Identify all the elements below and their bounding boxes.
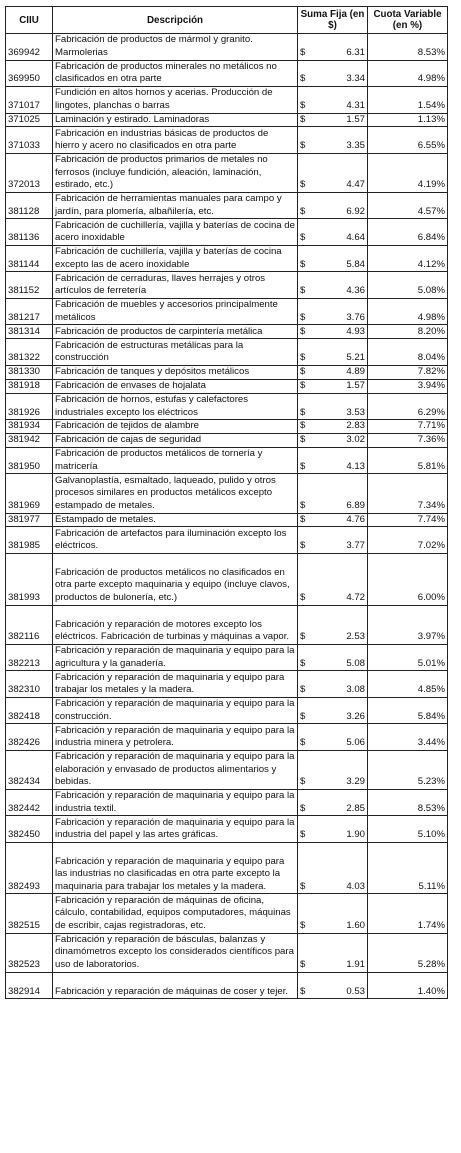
cell-cuota-variable: 8.53% [368,789,448,816]
cell-ciiu: 381926 [6,393,53,420]
cell-cuota-variable: 4.85% [368,671,448,698]
cell-ciiu: 381950 [6,447,53,474]
table-row [6,325,448,339]
cell-descripcion: Fabricación y reparación de maquinaria y equipo para trabajar los metales y la madera. [53,671,298,698]
cell-suma-fija [298,894,368,933]
suma-fija-value: 4.31 [346,99,365,111]
suma-fija-value: 3.53 [346,406,365,418]
table-row [6,842,448,894]
table-row [6,153,448,192]
header-descripcion: Descripción [53,7,298,34]
table-row [6,724,448,751]
cell-suma-fija [298,153,368,192]
suma-fija-value: 4.13 [346,460,365,472]
cell-ciiu: 382213 [6,644,53,671]
cell-descripcion: Fabricación de productos metálicos no clasificados en otra parte excepto maquinaria y equipo (incluye clavos, productos de bulonería, etc.) [53,553,298,605]
cell-cuota-variable: 8.53% [368,34,448,61]
cell-descripcion: Fabricación de cajas de seguridad [53,434,298,448]
suma-fija-value: 4.47 [346,179,365,191]
cell-ciiu: 381969 [6,474,53,513]
suma-fija-value: 4.36 [346,285,365,297]
cell-suma-fija [298,789,368,816]
table-row [6,339,448,366]
cell-cuota-variable: 4.19% [368,153,448,192]
cell-descripcion: Fabricación en industrias básicas de productos de hierro y acero no clasificados en otra parte [53,127,298,154]
table-row [6,60,448,87]
cell-ciiu: 382914 [6,972,53,999]
currency-symbol: $ [300,592,306,604]
cell-descripcion: Fabricación de productos metálicos de tornería y matricería [53,447,298,474]
cell-cuota-variable: 7.71% [368,420,448,434]
cell-descripcion: Fabricación y reparación de maquinaria y equipo para la agricultura y la ganadería. [53,644,298,671]
cell-cuota-variable: 4.98% [368,298,448,325]
cell-cuota-variable: 3.94% [368,379,448,393]
cell-descripcion: Fabricación de muebles y accesorios principalmente metálicos [53,298,298,325]
currency-symbol: $ [300,113,306,125]
table-row [6,933,448,972]
cell-descripcion: Fabricación de envases de hojalata [53,379,298,393]
cell-descripcion: Fabricación de hornos, estufas y calefactores industriales excepto los eléctricos [53,393,298,420]
cell-suma-fija [298,447,368,474]
table-row [6,365,448,379]
cell-descripcion: Fabricación y reparación de básculas, balanzas y dinamómetros excepto los considerados científicos para uso de laboratorios. [53,933,298,972]
cell-suma-fija [298,474,368,513]
cell-cuota-variable: 1.40% [368,972,448,999]
suma-fija-value: 5.08 [346,657,365,669]
currency-symbol: $ [300,684,306,696]
cell-descripcion: Fabricación y reparación de maquinaria y equipo para la industria minera y petrolera. [53,724,298,751]
suma-fija-value: 3.34 [346,73,365,85]
cell-suma-fija [298,325,368,339]
currency-symbol: $ [300,232,306,244]
cell-descripcion: Fabricación de cerraduras, llaves herrajes y otros artículos de ferretería [53,272,298,299]
cell-suma-fija [298,933,368,972]
suma-fija-value: 4.76 [346,513,365,525]
cell-ciiu: 372013 [6,153,53,192]
cell-suma-fija [298,527,368,554]
suma-fija-value: 1.57 [346,380,365,392]
cell-descripcion: Fabricación y reparación de máquinas de oficina, cálculo, contabilidad, equipos computadores, máquinas de escribir, cajas registradoras, etc. [53,894,298,933]
suma-fija-value: 6.31 [346,46,365,58]
cell-descripcion: Fabricación de artefactos para iluminación excepto los eléctricos. [53,527,298,554]
cell-ciiu: 371025 [6,113,53,127]
cell-suma-fija [298,393,368,420]
cell-suma-fija [298,60,368,87]
cell-cuota-variable: 6.84% [368,219,448,246]
cell-suma-fija [298,972,368,999]
suma-fija-value: 3.26 [346,710,365,722]
table-row [6,127,448,154]
cell-descripcion: Fundición en altos hornos y acerias. Producción de lingotes, planchas o barras [53,87,298,114]
table-row [6,245,448,272]
cell-cuota-variable: 3.97% [368,605,448,644]
cell-cuota-variable: 5.01% [368,644,448,671]
cell-cuota-variable: 7.82% [368,365,448,379]
suma-fija-value: 5.21 [346,352,365,364]
table-row [6,298,448,325]
currency-symbol: $ [300,985,306,997]
cell-ciiu: 382442 [6,789,53,816]
cell-cuota-variable: 4.12% [368,245,448,272]
currency-symbol: $ [300,499,306,511]
suma-fija-value: 0.53 [346,985,365,997]
cell-cuota-variable: 6.29% [368,393,448,420]
currency-symbol: $ [300,285,306,297]
currency-symbol: $ [300,46,306,58]
cell-cuota-variable: 6.00% [368,553,448,605]
currency-symbol: $ [300,99,306,111]
cell-ciiu: 381993 [6,553,53,605]
currency-symbol: $ [300,352,306,364]
cell-descripcion: Fabricación de productos primarios de metales no ferrosos (incluye fundición, aleación, laminación, estirado, etc.) [53,153,298,192]
currency-symbol: $ [300,406,306,418]
currency-symbol: $ [300,205,306,217]
table-row [6,272,448,299]
cell-suma-fija [298,192,368,219]
table-row [6,553,448,605]
cell-ciiu: 369950 [6,60,53,87]
tariff-table [5,6,448,999]
cell-ciiu: 381144 [6,245,53,272]
cell-descripcion: Estampado de metales. [53,513,298,527]
cell-ciiu: 381152 [6,272,53,299]
table-row [6,34,448,61]
currency-symbol: $ [300,420,306,432]
cell-ciiu: 382523 [6,933,53,972]
cell-descripcion: Fabricación de cuchillería, vajilla y baterías de cocina excepto las de acero inoxidable [53,245,298,272]
suma-fija-value: 4.64 [346,232,365,244]
cell-suma-fija [298,605,368,644]
cell-suma-fija [298,113,368,127]
cell-ciiu: 381136 [6,219,53,246]
suma-fija-value: 1.57 [346,113,365,125]
cell-cuota-variable: 1.13% [368,113,448,127]
header-suma-fija: Suma Fija (en $) [298,7,368,34]
suma-fija-value: 4.03 [346,880,365,892]
currency-symbol: $ [300,73,306,85]
currency-symbol: $ [300,366,306,378]
cell-suma-fija [298,816,368,843]
cell-descripcion: Laminación y estirado. Laminadoras [53,113,298,127]
cell-suma-fija [298,379,368,393]
cell-suma-fija [298,272,368,299]
table-row [6,697,448,724]
suma-fija-value: 3.77 [346,540,365,552]
currency-symbol: $ [300,380,306,392]
cell-cuota-variable: 4.98% [368,60,448,87]
table-row [6,789,448,816]
cell-ciiu: 381934 [6,420,53,434]
cell-suma-fija [298,298,368,325]
cell-ciiu: 371033 [6,127,53,154]
cell-ciiu: 382493 [6,842,53,894]
table-row [6,219,448,246]
suma-fija-value: 2.53 [346,631,365,643]
suma-fija-value: 1.90 [346,829,365,841]
cell-descripcion: Fabricación y reparación de maquinaria y equipo para las industrias no clasificadas en otra parte excepto la maquinaria para trabajar los metales y la madera. [53,842,298,894]
cell-ciiu: 382310 [6,671,53,698]
cell-ciiu: 382515 [6,894,53,933]
cell-cuota-variable: 5.28% [368,933,448,972]
currency-symbol: $ [300,325,306,337]
table-row [6,420,448,434]
cell-suma-fija [298,750,368,789]
cell-ciiu: 381314 [6,325,53,339]
currency-symbol: $ [300,737,306,749]
cell-suma-fija [298,513,368,527]
cell-ciiu: 381985 [6,527,53,554]
table-row [6,644,448,671]
cell-suma-fija [298,553,368,605]
table-row [6,671,448,698]
suma-fija-value: 3.08 [346,684,365,696]
suma-fija-value: 5.06 [346,737,365,749]
cell-suma-fija [298,842,368,894]
cell-descripcion: Fabricación de productos de mármol y granito. Marmolerias [53,34,298,61]
header-cuota-variable: Cuota Variable (en %) [368,7,448,34]
cell-cuota-variable: 5.10% [368,816,448,843]
cell-cuota-variable: 5.11% [368,842,448,894]
cell-cuota-variable: 1.74% [368,894,448,933]
cell-descripcion: Fabricación y reparación de maquinaria y equipo para la industria del papel y las artes gráficas. [53,816,298,843]
suma-fija-value: 4.72 [346,592,365,604]
suma-fija-value: 6.92 [346,205,365,217]
cell-suma-fija [298,34,368,61]
table-row [6,513,448,527]
currency-symbol: $ [300,880,306,892]
cell-ciiu: 381918 [6,379,53,393]
table-row [6,393,448,420]
table-row [6,894,448,933]
cell-cuota-variable: 1.54% [368,87,448,114]
header-row [6,7,448,34]
cell-descripcion: Fabricación y reparación de maquinaria y equipo para la industria textil. [53,789,298,816]
currency-symbol: $ [300,959,306,971]
cell-suma-fija [298,127,368,154]
currency-symbol: $ [300,460,306,472]
suma-fija-value: 5.84 [346,258,365,270]
cell-cuota-variable: 5.84% [368,697,448,724]
cell-ciiu: 382426 [6,724,53,751]
cell-descripcion: Fabricación de productos de carpintería metálica [53,325,298,339]
table-row [6,379,448,393]
currency-symbol: $ [300,802,306,814]
cell-descripcion: Fabricación de estructuras metálicas para la construcción [53,339,298,366]
suma-fija-value: 4.89 [346,366,365,378]
cell-ciiu: 381330 [6,365,53,379]
cell-cuota-variable: 4.57% [368,192,448,219]
cell-suma-fija [298,87,368,114]
cell-descripcion: Fabricación y reparación de motores excepto los eléctricos. Fabricación de turbinas y máquinas a vapor. [53,605,298,644]
currency-symbol: $ [300,179,306,191]
table-row [6,750,448,789]
header-ciiu: CIIU [6,7,53,34]
currency-symbol: $ [300,829,306,841]
table-row [6,474,448,513]
cell-ciiu: 371017 [6,87,53,114]
cell-ciiu: 369942 [6,34,53,61]
suma-fija-value: 3.02 [346,434,365,446]
cell-cuota-variable: 5.08% [368,272,448,299]
cell-cuota-variable: 3.44% [368,724,448,751]
currency-symbol: $ [300,311,306,323]
table-row [6,816,448,843]
cell-ciiu: 382450 [6,816,53,843]
cell-descripcion: Fabricación de herramientas manuales para campo y jardín, para plomería, albañilería, etc. [53,192,298,219]
cell-suma-fija [298,365,368,379]
currency-symbol: $ [300,258,306,270]
cell-cuota-variable: 5.23% [368,750,448,789]
suma-fija-value: 3.29 [346,776,365,788]
table-row [6,87,448,114]
suma-fija-value: 4.93 [346,325,365,337]
cell-cuota-variable: 7.02% [368,527,448,554]
table-row [6,434,448,448]
suma-fija-value: 2.85 [346,802,365,814]
cell-descripcion: Fabricación de tejidos de alambre [53,420,298,434]
currency-symbol: $ [300,657,306,669]
cell-suma-fija [298,420,368,434]
table-row [6,972,448,999]
suma-fija-value: 6.89 [346,499,365,511]
cell-suma-fija [298,724,368,751]
suma-fija-value: 1.91 [346,959,365,971]
cell-suma-fija [298,671,368,698]
cell-cuota-variable: 5.81% [368,447,448,474]
cell-suma-fija [298,697,368,724]
cell-ciiu: 381128 [6,192,53,219]
cell-ciiu: 382418 [6,697,53,724]
cell-suma-fija [298,644,368,671]
cell-descripcion: Fabricación y reparación de maquinaria y equipo para la elaboración y envasado de productos alimentarios y bebidas. [53,750,298,789]
currency-symbol: $ [300,513,306,525]
suma-fija-value: 2.83 [346,420,365,432]
table-row [6,192,448,219]
cell-cuota-variable: 7.74% [368,513,448,527]
cell-descripcion: Fabricación y reparación de maquinaria y equipo para la construcción. [53,697,298,724]
suma-fija-value: 1.60 [346,919,365,931]
cell-cuota-variable: 7.34% [368,474,448,513]
cell-ciiu: 381977 [6,513,53,527]
cell-descripcion: Fabricación de tanques y depósitos metálicos [53,365,298,379]
cell-cuota-variable: 8.04% [368,339,448,366]
suma-fija-value: 3.35 [346,140,365,152]
cell-suma-fija [298,245,368,272]
suma-fija-value: 3.76 [346,311,365,323]
cell-ciiu: 382434 [6,750,53,789]
cell-descripcion: Galvanoplastía, esmaltado, laqueado, pulido y otros procesos similares en productos metálicos excepto estampado de metales. [53,474,298,513]
table-row [6,527,448,554]
currency-symbol: $ [300,540,306,552]
cell-cuota-variable: 6.55% [368,127,448,154]
cell-cuota-variable: 7.36% [368,434,448,448]
currency-symbol: $ [300,140,306,152]
cell-suma-fija [298,219,368,246]
cell-descripcion: Fabricación de cuchillería, vajilla y baterías de cocina de acero inoxidable [53,219,298,246]
cell-descripcion: Fabricación de productos minerales no metálicos no clasificados en otra parte [53,60,298,87]
table-row [6,605,448,644]
cell-suma-fija [298,434,368,448]
cell-ciiu: 382116 [6,605,53,644]
cell-ciiu: 381322 [6,339,53,366]
cell-ciiu: 381942 [6,434,53,448]
cell-suma-fija [298,339,368,366]
table-row [6,447,448,474]
currency-symbol: $ [300,631,306,643]
currency-symbol: $ [300,434,306,446]
cell-ciiu: 381217 [6,298,53,325]
currency-symbol: $ [300,710,306,722]
currency-symbol: $ [300,776,306,788]
table-row [6,113,448,127]
currency-symbol: $ [300,919,306,931]
cell-cuota-variable: 8.20% [368,325,448,339]
cell-descripcion: Fabricación y reparación de máquinas de coser y tejer. [53,972,298,999]
